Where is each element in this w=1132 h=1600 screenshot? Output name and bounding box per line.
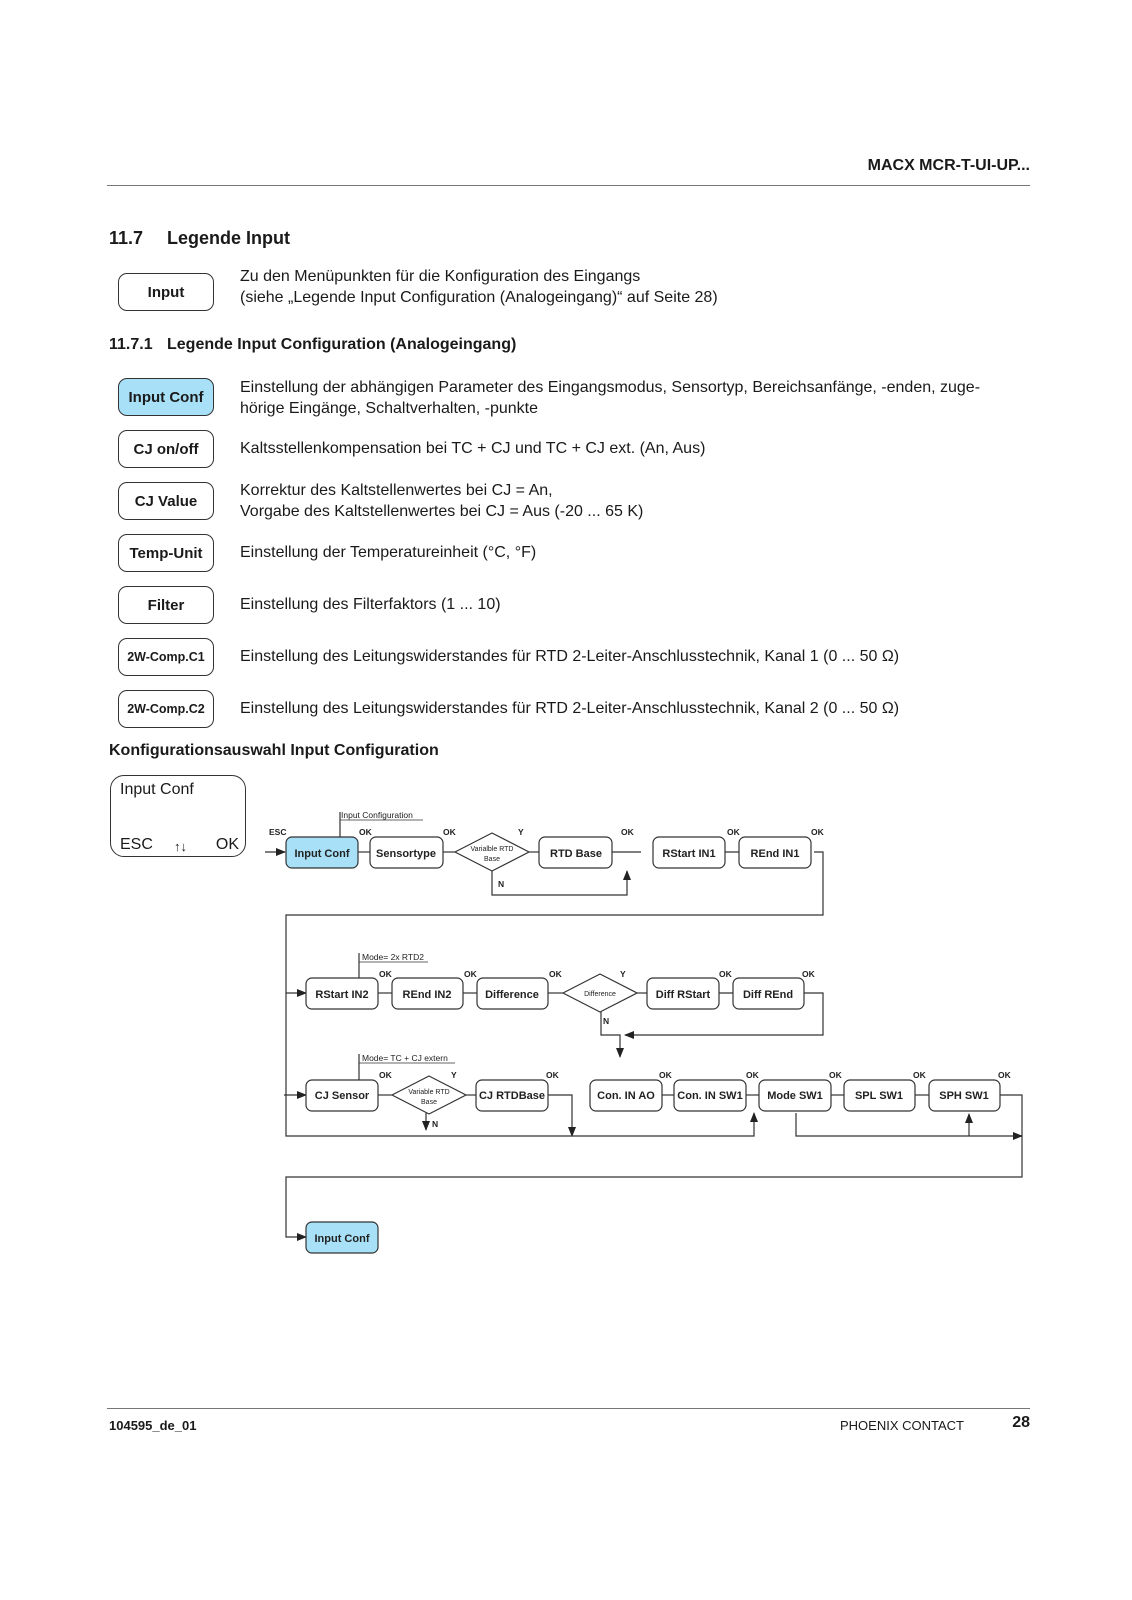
input-description-line: Zu den Menüpunkten für die Konfiguration des Eingangs [240, 268, 641, 285]
flow-node-input-conf: Input Conf [294, 848, 350, 860]
no-label: N [498, 879, 505, 889]
ok-label: OK [464, 969, 477, 979]
footer-page-number: 28 [1012, 1414, 1030, 1431]
display-title: Input Conf [120, 781, 194, 798]
flow-node-cj-sensor: CJ Sensor [314, 1090, 370, 1102]
ok-label: OK [443, 827, 456, 837]
ok-label: OK [359, 827, 372, 837]
yes-label: Y [620, 969, 626, 979]
legend-key-2w-comp-c1: 2W-Comp.C1 [118, 638, 214, 676]
flow-node-con-in-sw1: Con. IN SW1 [677, 1090, 743, 1102]
flow-node-rend-in2: REnd IN2 [402, 989, 452, 1001]
legend-key-filter: Filter [118, 586, 214, 624]
yes-label: Y [518, 827, 524, 837]
display-ok-label: OK [215, 836, 239, 853]
legend-description-line: Einstellung des Filterfaktors (1 ... 10) [240, 596, 501, 613]
input-key: Input [118, 273, 214, 311]
ok-label: OK [659, 1070, 672, 1080]
flow-decision-variable-rtd: Varialble RTD [470, 846, 514, 853]
legend-key-temp-unit: Temp-Unit [118, 534, 214, 572]
ok-label: OK [549, 969, 562, 979]
flow-node-cj-rtdbase: CJ RTDBase [478, 1090, 546, 1102]
ok-label: OK [829, 1070, 842, 1080]
footer-brand: PHOENIX CONTACT [840, 1418, 964, 1433]
legend-description-line: Einstellung des Leitungswiderstandes für RTD 2-Leiter-Anschlusstechnik, Kanal 2 (0 ... 50 Ω) [240, 700, 900, 717]
esc-label: ESC [269, 827, 287, 837]
legend-key-input-conf: Input Conf [118, 378, 214, 416]
legend-description-line: Vorgabe des Kaltstellenwertes bei CJ = Aus (-20 ... 65 K) [240, 503, 644, 520]
flow-decision-base: Base [421, 1099, 437, 1106]
flow-decision-variable-rtd: Variable RTD [408, 1089, 450, 1096]
legend-description-line: Kaltsstellenkompensation bei TC + CJ und TC + CJ ext. (An, Aus) [240, 440, 706, 457]
flow-node-diff-rend: Diff REnd [742, 989, 794, 1001]
legend-description-line: Einstellung des Leitungswiderstandes für RTD 2-Leiter-Anschlusstechnik, Kanal 1 (0 ... 50 Ω) [240, 648, 900, 665]
display-esc-label: ESC [120, 836, 153, 853]
legend-description-line: Einstellung der Temperatureinheit (°C, °F) [240, 544, 537, 561]
ok-label: OK [727, 827, 740, 837]
flow-node-rstart-in2: RStart IN2 [315, 989, 369, 1001]
ok-label: OK [719, 969, 732, 979]
config-heading: Konfigurationsauswahl Input Configuration [109, 742, 439, 759]
flow-node-difference: Difference [485, 989, 539, 1001]
legend-description-line: Einstellung der abhängigen Parameter des Eingangsmodus, Sensortyp, Bereichsanfänge, -enden, zuge- [240, 379, 981, 396]
flow-node-rstart-in1: RStart IN1 [662, 848, 716, 860]
no-label: N [603, 1016, 610, 1026]
flow-decision-base: Base [484, 856, 500, 863]
ok-label: OK [379, 969, 392, 979]
yes-label: Y [451, 1070, 457, 1080]
section-number: 11.7 [109, 228, 144, 248]
subsection-number: 11.7.1 [109, 336, 153, 353]
flow-node-diff-rstart: Diff RStart [655, 989, 711, 1001]
legend-description-line: hörige Eingänge, Schaltverhalten, -punkte [240, 400, 538, 417]
flow-node-rtd-base: RTD Base [550, 848, 602, 860]
flow-node-spl-sw1: SPL SW1 [854, 1090, 904, 1102]
flow-node-mode-sw1: Mode SW1 [767, 1090, 823, 1102]
flow-node-sensortype: Sensortype [376, 848, 436, 860]
ok-label: OK [802, 969, 815, 979]
ok-label: OK [546, 1070, 559, 1080]
legend-description-line: Korrektur des Kaltstellenwertes bei CJ = An, [240, 482, 553, 499]
footer-doc-number: 104595_de_01 [109, 1418, 197, 1433]
legend-key-2w-comp-c2: 2W-Comp.C2 [118, 690, 214, 728]
legend-key-cj-value: CJ Value [118, 482, 214, 520]
section-title: Legende Input [167, 228, 290, 248]
ok-label: OK [913, 1070, 926, 1080]
updown-arrows-icon: ↑↓ [174, 839, 187, 854]
flow-node-sph-sw1: SPH SW1 [939, 1090, 989, 1102]
flow-node-rend-in1: REnd IN1 [750, 848, 800, 860]
flow-node-input-conf-end: Input Conf [314, 1233, 370, 1245]
note-input-configuration: Input Configuration [341, 810, 413, 820]
ok-label: OK [746, 1070, 759, 1080]
ok-label: OK [811, 827, 824, 837]
note-mode-tc-cj-extern: Mode= TC + CJ extern [362, 1053, 448, 1063]
ok-label: OK [379, 1070, 392, 1080]
footer-divider [107, 1408, 1030, 1409]
document-header-title: MACX MCR-T-UI-UP... [867, 157, 1030, 174]
ok-label: OK [998, 1070, 1011, 1080]
legend-key-cj-on-off: CJ on/off [118, 430, 214, 468]
no-label: N [432, 1119, 439, 1129]
ok-label: OK [621, 827, 634, 837]
note-mode-2x-rtd2: Mode= 2x RTD2 [362, 952, 424, 962]
input-description-line: (siehe „Legende Input Configuration (Analogeingang)“ auf Seite 28) [240, 289, 718, 306]
flow-decision-difference: Difference [584, 991, 616, 998]
flow-node-con-in-ao: Con. IN AO [597, 1090, 655, 1102]
subsection-title: Legende Input Configuration (Analogeingang) [167, 336, 517, 353]
